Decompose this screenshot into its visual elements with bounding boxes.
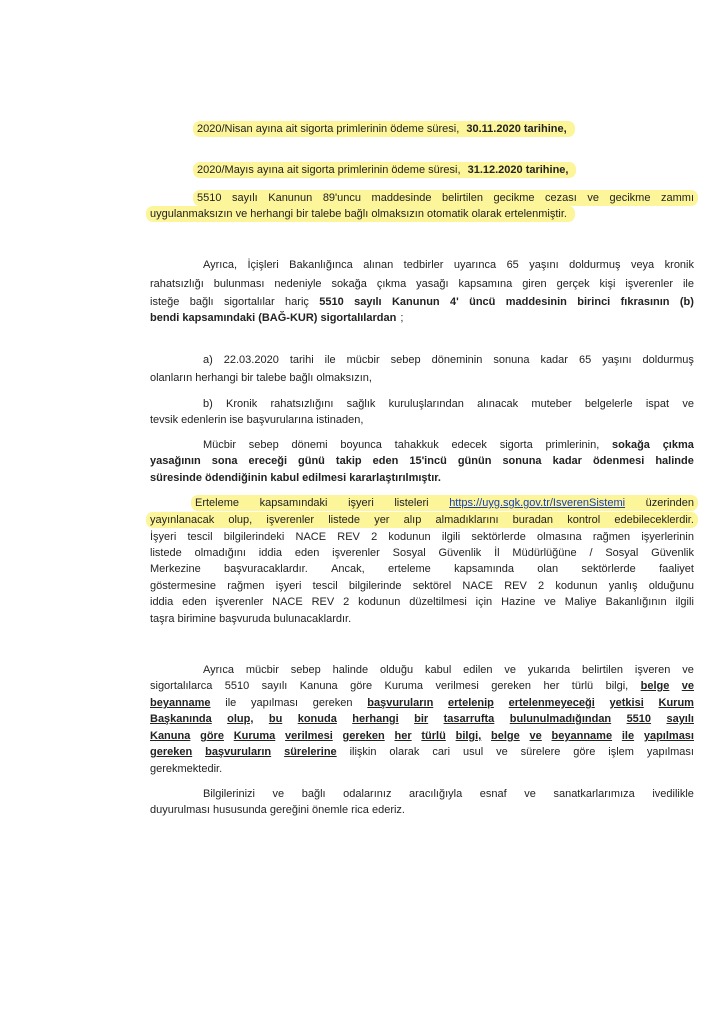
text-word: çıkma [662,439,694,451]
text-word: Kuruma [233,730,276,742]
text-word: gerçek [556,278,590,290]
text-line [150,310,694,326]
text-word: alıp [403,514,422,526]
text-word: işlem [608,746,634,758]
text-word: 5510 [626,713,652,725]
text-word: erteleme [388,563,431,575]
text-word: b) [203,398,213,410]
text-word: eden [294,547,320,559]
text-line [146,206,575,222]
text-word: esnaf [479,788,507,800]
text-word: olmasına [537,531,582,543]
text-word: İl [494,547,500,559]
text-word: mücbir [245,664,279,676]
text-word: tescil [187,531,213,543]
text-word: takip [335,455,362,467]
text-span: ; [400,312,404,324]
text-word: sağlık [346,398,376,410]
text-word: nedeniyle [274,278,322,290]
text-line [150,744,694,760]
text-word: listeleri [394,497,429,509]
text-word: rahatsızlığı [150,278,204,290]
text-word: başvuruların [367,697,434,709]
text-word: sokağa [331,278,367,290]
text-word: sayılı [261,680,288,692]
text-word: verilmesi [435,680,479,692]
text-word: İşyeri [150,531,177,543]
text-word: tarihi [289,354,314,366]
text-word: Bakanlığının [605,596,667,608]
text-word: işyeri [275,580,302,592]
text-line [203,257,694,273]
text-line [203,786,694,802]
text-word: sektörel [412,580,452,592]
text-word: verilmesi [285,730,333,742]
text-word: almadıklarını [435,514,499,526]
text-word: sebep [390,354,421,366]
text-word: işverenler [266,514,315,526]
text-word: sonuna [502,455,542,467]
text-word: Kronik [226,398,258,410]
text-word: Başkanında [150,713,212,725]
text-word: Müdürlüğüne [512,547,577,559]
text-word: ilişkin [349,746,377,758]
text-word: kabul [424,664,452,676]
text-word: 65 [506,259,519,271]
text-word: halinde [332,664,369,676]
text-word: işveren [634,664,671,676]
text-word: ertelenip [448,697,494,709]
text-word: gecikme [609,192,651,204]
text-word: bu [268,713,283,725]
text-word: Merkezine [150,563,201,575]
text-word: ilgili [441,531,461,543]
text-word: birinci [577,296,611,308]
text-word: 5510 [319,296,344,308]
text-word: cari [432,746,451,758]
text-word: bulunulmadığından [509,713,612,725]
text-word: belirtilen [582,664,623,676]
text-word: NACE [272,596,303,608]
text-span: gerekmektedir. [150,763,223,775]
text-word: ile [324,354,336,366]
text-word: Kanunun [391,296,440,308]
text-word: sebep [290,664,321,676]
text-word: yanlış [608,580,638,592]
text-word: NACE [295,531,327,543]
text-word: uyarınca [453,259,497,271]
text-word: dönemi [291,439,328,451]
text-line [150,611,694,627]
text-word: edecek [451,439,487,451]
text-word: günün [457,455,492,467]
text-word: günü [298,455,325,467]
text-word: mücbir [346,354,380,366]
text-line [150,578,694,594]
text-word: listede [150,547,182,559]
text-word: yapılması [646,746,694,758]
text-word: a) [203,354,213,366]
text-word: İçişleri [247,259,279,271]
text-word: gereken [491,680,532,692]
text-word: olan [537,563,559,575]
text-word: sürelere [520,746,561,758]
text-word: ilgili [675,596,694,608]
text-word: edilen [463,664,493,676]
text-word: (b) [679,296,694,308]
text-word: yukarıda [527,664,571,676]
text-word: ivedilikle [652,788,694,800]
text-word: tahakkuk [394,439,439,451]
text-word: Mücbir [203,439,237,451]
text-word: olduğunu [648,580,694,592]
text-word: kadar [552,455,582,467]
text-word: kişi [599,278,616,290]
text-line [193,162,576,178]
text-word: her [394,730,412,742]
text-word: Güvenlik [438,547,482,559]
text-span: tevsik edenlerin ise başvurularına istinaden, [150,414,364,426]
text-word: iddia [258,547,283,559]
text-word: Kanuna [150,730,191,742]
text-word: fıkrasının [620,296,670,308]
text-word: sanatkarlarımıza [553,788,635,800]
text-word: listede [328,514,361,526]
text-word: ile [682,278,694,290]
text-word: yetkisi [609,697,644,709]
text-word: işverenler [215,596,264,608]
text-word: gecikme [493,192,535,204]
text-word: bağlı [189,296,214,308]
text-word: kuruluşlarından [388,398,464,410]
text-line [203,352,694,368]
text-word: Erteleme [195,497,240,509]
text-word: REV [337,531,360,543]
text-word: ve [524,788,536,800]
text-word: odalarınız [343,788,392,800]
text-line [150,695,694,711]
text-word: maddesinde [371,192,432,204]
text-word: göstermesine [150,580,217,592]
text-span: duyurulması hususunda gereğini önemle rica ederiz. [150,804,405,816]
text-word: sona [211,455,238,467]
text-word: türlü [571,680,594,692]
text-word: bulunması [213,278,265,290]
text-word: Bakanlığınca [289,259,353,271]
text-line [150,802,694,818]
text-word: işyeri [348,497,374,509]
text-word: Ayrıca [203,664,234,676]
text-word: 5510 [197,192,222,204]
text-word: cezası [545,192,577,204]
text-line [150,453,694,469]
text-word: alınacak [477,398,519,410]
text-word: sayılı [354,296,382,308]
text-word: Kanunun [268,192,313,204]
text-word: eden [182,596,207,608]
text-word: yasağı [416,278,449,290]
text-word: ereceği [248,455,287,467]
text-word: Sosyal [605,547,639,559]
text-word: Hazine [501,596,536,608]
text-word: ve [529,730,542,742]
text-word: 2 [343,596,350,608]
text-word: bilgi, [605,680,629,692]
text-line [146,512,698,528]
text-word: 5510 [224,680,250,692]
text-word: belirtilen [442,192,483,204]
text-word: usul [462,746,484,758]
text-word: 65 [578,354,592,366]
text-word: edebileceklerdir. [614,514,694,526]
text-word: buradan [512,514,554,526]
text-word: primlerinin, [545,439,600,451]
text-line [193,121,575,137]
text-line [191,495,698,511]
text-word: faaliyet [659,563,694,575]
text-word: sebep [248,439,279,451]
text-word: ile [621,730,635,742]
text-word: belgelerle [584,398,633,410]
text-word: yapılması [250,697,299,709]
text-line [203,396,694,412]
text-word: tedbirler [403,259,444,271]
text-span: 31.12.2020 tarihine, [467,164,569,176]
text-word: ve [681,680,694,692]
text-word: bağlı [301,788,326,800]
text-word: sürelerine [284,746,337,758]
text-word: kontrol [567,514,601,526]
text-word: sigorta [499,439,533,451]
text-word: Güvenlik [651,547,694,559]
text-word: kadar [540,354,568,366]
text-word: bilgi, [455,730,482,742]
text-word: alınan [363,259,394,271]
text-span: olanların herhangi bir talebe bağlı olmaksızın, [150,372,372,384]
text-word: yasağının [150,455,201,467]
text-word: muteber [531,398,572,410]
text-word: maddesinin [505,296,567,308]
text-word: aracılığıyla [409,788,463,800]
text-word: Bilgilerinizi [203,788,255,800]
text-line [150,594,694,610]
text-word: olarak [389,746,420,758]
text-word: kodunun [555,580,598,592]
text-word: NACE [462,580,493,592]
text-word: doldurmuş [569,259,621,271]
text-word: gereken [312,697,353,709]
text-span: 30.11.2020 tarihine, [466,123,567,135]
text-word: iddia [150,596,174,608]
text-word: gereken [342,730,385,742]
text-word: ile [225,697,237,709]
text-word: üzerinden [645,497,694,509]
text-word: ve [682,398,694,410]
text-span: taşra birimine başvuruda bulunacaklardır. [150,613,352,625]
text-word: isteğe [150,296,180,308]
text-line [150,276,694,292]
text-word: yaşını [529,259,559,271]
text-word: çıkma [376,278,407,290]
text-line [150,561,694,577]
text-word: halinde [655,455,694,467]
text-word: sokağa [612,439,650,451]
text-word: sayılı [666,713,694,725]
text-word: rahatsızlığını [270,398,334,410]
text-word: Kanuna [299,680,338,692]
text-word: sayılı [232,192,258,204]
text-word: işverenler [332,547,380,559]
text-word: olup, [227,713,254,725]
text-line [150,529,694,545]
text-word: REV [311,596,335,608]
text-word: ertelenmeyeceği [508,697,595,709]
isveren-sistemi-link[interactable]: https://uyg.sgk.gov.tr/IsverenSistemi [449,497,626,509]
text-word: REV [504,580,527,592]
text-word: işverenler [625,278,674,290]
text-line [150,728,694,744]
text-word: türlü [421,730,446,742]
text-line [203,437,694,453]
text-word: yayınlanacak [150,514,215,526]
text-word: Ayrıca, [203,259,238,271]
text-span: bendi kapsamındaki (BAĞ-KUR) sigortalılardan [150,312,397,324]
text-word: Kuruma [384,680,424,692]
text-word: olduğu [380,664,414,676]
text-word: için [475,596,493,608]
text-span: süresinde ödendiğinin kabul edilmesi kararlaştırılmıştır. [150,472,441,484]
text-word: yapılması [643,730,694,742]
text-word: beyanname [551,730,613,742]
text-word: 15'incü [409,455,447,467]
text-word: döneminin [431,354,483,366]
text-word: başvuracaklardır. [224,563,308,575]
text-word: ve [587,192,599,204]
text-word: hariç [285,296,309,308]
text-line [150,545,694,561]
text-word: ispat [645,398,670,410]
text-word: kapsamına [458,278,513,290]
text-word: sonuna [493,354,530,366]
text-word: kronik [664,259,694,271]
text-span: 2020/Nisan ayına ait sigorta primlerinin ödeme süresi, [197,123,463,135]
text-word: tescil [312,580,338,592]
text-line [150,470,694,486]
text-word: 22.03.2020 [223,354,279,366]
text-word: Ancak, [331,563,365,575]
text-word: kapsamında [454,563,515,575]
text-word: bir [414,713,429,725]
text-word: olmadığını [194,547,246,559]
text-word: düzeltilmesi [409,596,467,608]
text-word: 89'uncu [322,192,362,204]
text-word: 2 [371,531,378,543]
text-word: beyanname [150,697,211,709]
text-line [150,294,694,310]
text-word: eden [372,455,399,467]
text-word: belge [640,680,670,692]
text-word: 4' [450,296,459,308]
text-word: olup, [228,514,253,526]
text-word: kodunun [388,531,431,543]
text-line [150,711,694,727]
text-word: giren [522,278,547,290]
text-word: rağmen [227,580,265,592]
text-word: sigortalılarca [150,680,213,692]
text-word: göre [200,730,224,742]
text-word: tasarrufta [443,713,495,725]
text-word: boyunca [340,439,382,451]
text-span: uygulanmaksızın ve herhangi bir talebe bağlı olmaksızın otomatik olarak ertelenmiştir. [150,208,567,220]
text-word: ve [544,596,556,608]
text-word: ve [504,664,517,676]
text-word: ve [272,788,285,800]
text-word: işyerlerinin [641,531,694,543]
text-word: konuda [297,713,337,725]
text-line [150,761,694,777]
text-word: / [589,547,593,559]
text-word: doldurmuş [642,354,694,366]
text-word: veya [630,259,655,271]
text-word: herhangi [352,713,399,725]
text-word: sektörlerde [471,531,526,543]
text-word: yaşını [602,354,632,366]
text-word: bilgilerinde [348,580,402,592]
text-word: 2 [538,580,545,592]
text-word: sigortalılar [223,296,275,308]
text-word: Maliye [564,596,597,608]
text-word: gereken [150,746,193,758]
text-line [203,662,694,678]
text-word: sektörlerde [581,563,636,575]
text-word: kodunun [358,596,401,608]
text-word: göre [573,746,596,758]
text-word: Kurum [658,697,694,709]
text-word: belge [491,730,520,742]
text-word: yer [374,514,390,526]
text-word: kapsamındaki [259,497,328,509]
text-line [150,678,694,694]
text-line [193,190,698,206]
text-word: ve [496,746,508,758]
text-word: Sosyal [392,547,426,559]
text-word: her [543,680,560,692]
text-word: ve [682,664,694,676]
text-word: göre [350,680,373,692]
text-word: zammı [661,192,694,204]
text-word: başvuruların [205,746,272,758]
text-word: bilgilerindeki [223,531,285,543]
text-word: ödenmesi [592,455,645,467]
text-line [150,370,694,386]
text-word: rağmen [592,531,631,543]
text-span: 2020/Mayıs ayına ait sigorta primlerinin ödeme süresi, [197,164,464,176]
text-word: üncü [469,296,496,308]
text-line [150,412,694,428]
